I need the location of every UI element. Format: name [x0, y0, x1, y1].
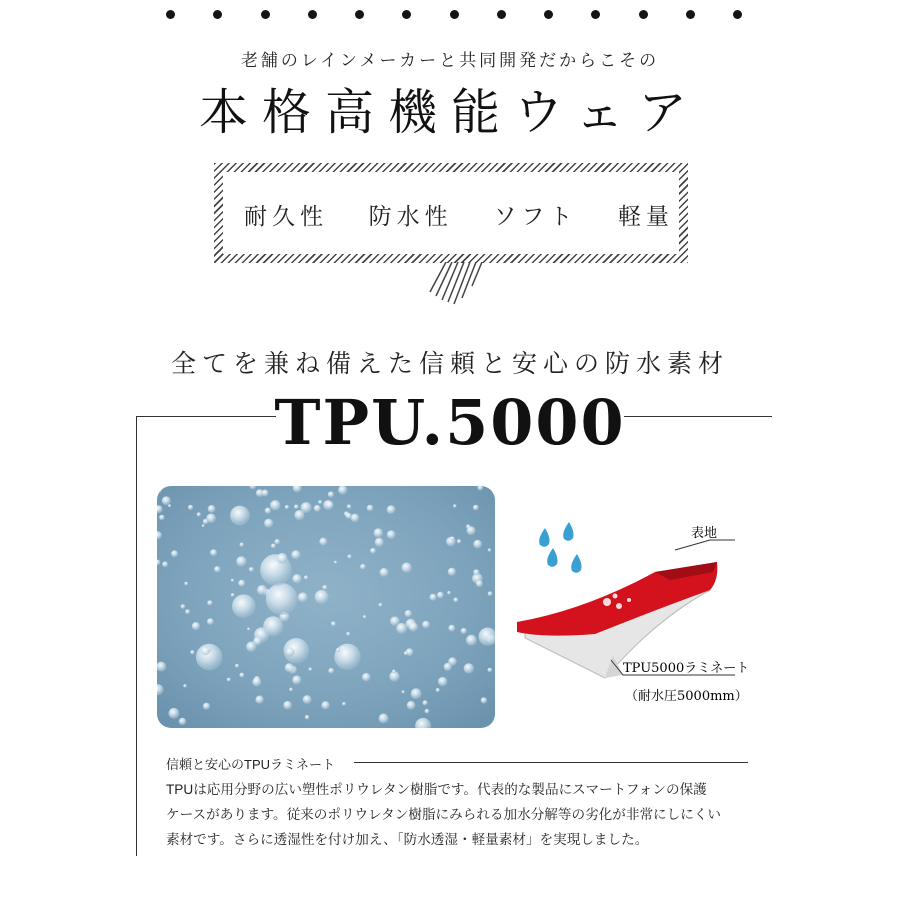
water-droplet: [291, 550, 300, 559]
water-droplet: [387, 530, 396, 539]
water-droplet: [336, 648, 340, 652]
water-droplet: [473, 540, 482, 549]
water-droplet: [294, 505, 299, 510]
water-droplet: [207, 600, 212, 605]
water-droplet: [346, 513, 352, 519]
water-droplet: [466, 635, 477, 646]
water-droplet: [493, 488, 495, 491]
page-title: 本格高機能ウェア: [198, 84, 702, 141]
water-droplet: [488, 548, 491, 551]
water-droplet: [235, 664, 239, 668]
water-droplet: [253, 637, 262, 646]
label-water-pressure: （耐水圧5000mm）: [625, 689, 748, 704]
water-droplet: [190, 650, 194, 654]
water-droplet: [448, 568, 456, 576]
water-droplet: [334, 561, 337, 564]
water-droplet: [473, 569, 479, 575]
water-droplet: [294, 510, 304, 520]
bubble-tail: [428, 262, 488, 308]
water-droplet: [236, 556, 246, 566]
water-droplet: [448, 657, 457, 666]
water-droplet: [201, 647, 210, 656]
water-droplet: [425, 709, 430, 714]
water-droplet: [292, 675, 301, 684]
water-droplet: [362, 673, 371, 682]
water-droplet: [402, 690, 405, 693]
water-droplet: [436, 688, 440, 692]
water-droplet: [181, 604, 186, 609]
dot: [450, 10, 459, 19]
water-droplet: [318, 500, 322, 504]
water-drop-icon: [563, 522, 573, 541]
water-droplet: [257, 585, 267, 595]
label-laminate: TPU5000ラミネート: [623, 661, 750, 676]
water-droplet: [239, 673, 244, 678]
water-droplet: [271, 544, 276, 549]
water-droplet: [467, 526, 476, 535]
water-droplet: [360, 564, 366, 570]
water-droplet: [405, 610, 412, 617]
water-droplet: [238, 580, 245, 587]
water-droplet: [437, 592, 444, 599]
water-drop-icon: [571, 554, 581, 573]
body-line: 素材です。さらに透湿性を付け加え、「防水透湿・軽量素材」を実現しました。: [166, 832, 649, 847]
water-droplet: [346, 632, 350, 636]
product-name: TPU.5000: [274, 386, 626, 459]
water-droplet: [481, 697, 487, 703]
water-droplet: [247, 628, 250, 631]
water-droplet: [328, 491, 334, 497]
water-droplet: [214, 566, 220, 572]
water-droplet: [438, 677, 447, 686]
water-droplet: [430, 594, 437, 601]
water-droplet: [409, 622, 418, 631]
water-droplet: [334, 644, 360, 670]
water-droplet: [266, 583, 298, 615]
water-droplet: [262, 490, 269, 497]
water-droplet: [342, 702, 346, 706]
feature-soft: ソフト: [493, 204, 578, 230]
water-droplet: [457, 539, 461, 543]
water-droplet: [453, 504, 457, 508]
water-droplet: [292, 574, 301, 583]
water-droplet: [270, 500, 280, 510]
water-droplet: [488, 668, 493, 673]
water-droplet: [305, 715, 310, 720]
water-droplet: [208, 505, 216, 513]
label-surface: 表地: [691, 526, 718, 541]
water-droplet: [404, 651, 408, 655]
water-droplet: [321, 701, 329, 709]
water-droplet: [171, 550, 178, 557]
water-droplet: [387, 505, 396, 514]
water-droplet: [473, 505, 479, 511]
water-droplet: [252, 678, 261, 687]
dot: [402, 10, 411, 19]
dot: [213, 10, 222, 19]
water-droplet: [277, 553, 288, 564]
water-droplet: [192, 622, 200, 630]
water-droplet: [203, 703, 210, 710]
water-droplet: [275, 539, 280, 544]
water-droplet: [179, 718, 186, 725]
feature-list: [244, 198, 674, 231]
water-droplet: [379, 714, 389, 724]
water-droplet: [453, 598, 458, 603]
water-droplet: [210, 549, 217, 556]
water-droplet: [380, 568, 389, 577]
water-drop-icon: [539, 528, 549, 547]
water-droplet: [298, 592, 308, 602]
water-droplet: [249, 567, 254, 572]
laminate-diagram: [505, 510, 765, 720]
body-line: TPUは応用分野の広い塑性ポリウレタン樹脂です。代表的な製品にスマートフォンの保護: [166, 782, 707, 797]
water-droplet: [240, 543, 244, 547]
water-droplet: [168, 504, 171, 507]
water-droplet: [230, 506, 250, 526]
decorative-dots: [166, 6, 742, 22]
water-droplet: [464, 663, 474, 673]
water-droplet: [392, 670, 396, 674]
water-droplet: [375, 538, 384, 547]
water-droplet: [188, 505, 193, 510]
dot: [308, 10, 317, 19]
body-line: ケースがあります。従来のポリウレタン樹脂にみられる加水分解等の劣化が非常にしにくい: [166, 807, 722, 822]
water-droplet: [379, 603, 383, 607]
water-droplet: [390, 616, 400, 626]
water-droplet: [197, 512, 201, 516]
water-droplet: [185, 609, 190, 614]
water-droplet: [347, 504, 351, 508]
section-divider: [354, 762, 748, 763]
water-droplet: [450, 536, 454, 540]
water-droplet: [162, 496, 171, 505]
water-droplet: [227, 678, 231, 682]
water-droplet: [289, 688, 293, 692]
tagline: 全てを兼ね備えた信頼と安心の防水素材: [170, 349, 729, 378]
water-droplet: [231, 593, 235, 597]
water-droplet: [370, 548, 376, 554]
water-droplet: [461, 628, 467, 634]
water-droplet: [326, 501, 334, 509]
water-droplet: [347, 555, 351, 559]
fabric-photo: [157, 486, 495, 728]
water-droplets-image: [157, 486, 495, 728]
water-droplet: [314, 505, 321, 512]
water-droplet: [363, 615, 366, 618]
water-droplet: [183, 684, 187, 688]
water-droplet: [303, 695, 312, 704]
water-droplet: [423, 700, 428, 705]
water-droplet: [411, 688, 422, 699]
water-droplet: [206, 514, 216, 524]
dot: [166, 10, 175, 19]
water-droplet: [304, 575, 308, 579]
dot: [261, 10, 270, 19]
frame-line-vertical: [136, 416, 137, 856]
water-droplet: [159, 515, 165, 521]
dot: [686, 10, 695, 19]
water-droplet: [232, 594, 256, 618]
feature-waterproof: 防水性: [368, 204, 453, 230]
water-droplet: [322, 585, 327, 590]
water-drop-icon: [547, 548, 557, 567]
water-droplet: [407, 701, 416, 710]
water-droplet: [265, 508, 271, 514]
water-droplet: [488, 591, 493, 596]
water-droplet: [319, 538, 327, 546]
feature-durability: 耐久性: [244, 204, 328, 230]
water-droplet: [351, 514, 360, 523]
water-droplet: [231, 579, 234, 582]
dot: [591, 10, 600, 19]
dot: [544, 10, 553, 19]
dot: [497, 10, 506, 19]
water-droplet: [285, 663, 294, 672]
water-droplet: [447, 591, 451, 595]
water-droplet: [476, 580, 483, 587]
water-droplet: [367, 505, 374, 512]
water-droplet: [374, 528, 383, 537]
water-droplet: [162, 561, 168, 567]
water-droplet: [422, 621, 430, 629]
water-droplet: [263, 616, 283, 636]
water-droplet: [315, 590, 329, 604]
water-droplet: [169, 708, 180, 719]
leader-line-surface: [675, 540, 735, 550]
water-droplet: [184, 582, 188, 586]
water-droplet: [448, 625, 455, 632]
page-subtitle: 老舗のレインメーカーと共同開発だからこその: [240, 51, 660, 71]
section-heading: 信頼と安心のTPUラミネート: [166, 757, 336, 772]
water-droplet: [264, 519, 273, 528]
water-droplet: [285, 505, 289, 509]
water-droplet: [328, 668, 334, 674]
dot: [733, 10, 742, 19]
water-droplet: [402, 563, 412, 573]
water-droplet: [331, 621, 336, 626]
water-droplet: [309, 667, 313, 671]
water-droplet: [255, 696, 263, 704]
section-body: [166, 777, 766, 852]
water-droplet: [157, 488, 161, 492]
dot: [639, 10, 648, 19]
dot: [355, 10, 364, 19]
water-droplet: [207, 618, 214, 625]
water-droplet: [283, 701, 292, 710]
feature-light: 軽量: [617, 204, 674, 230]
water-droplet: [202, 524, 205, 527]
water-droplet: [286, 648, 295, 657]
